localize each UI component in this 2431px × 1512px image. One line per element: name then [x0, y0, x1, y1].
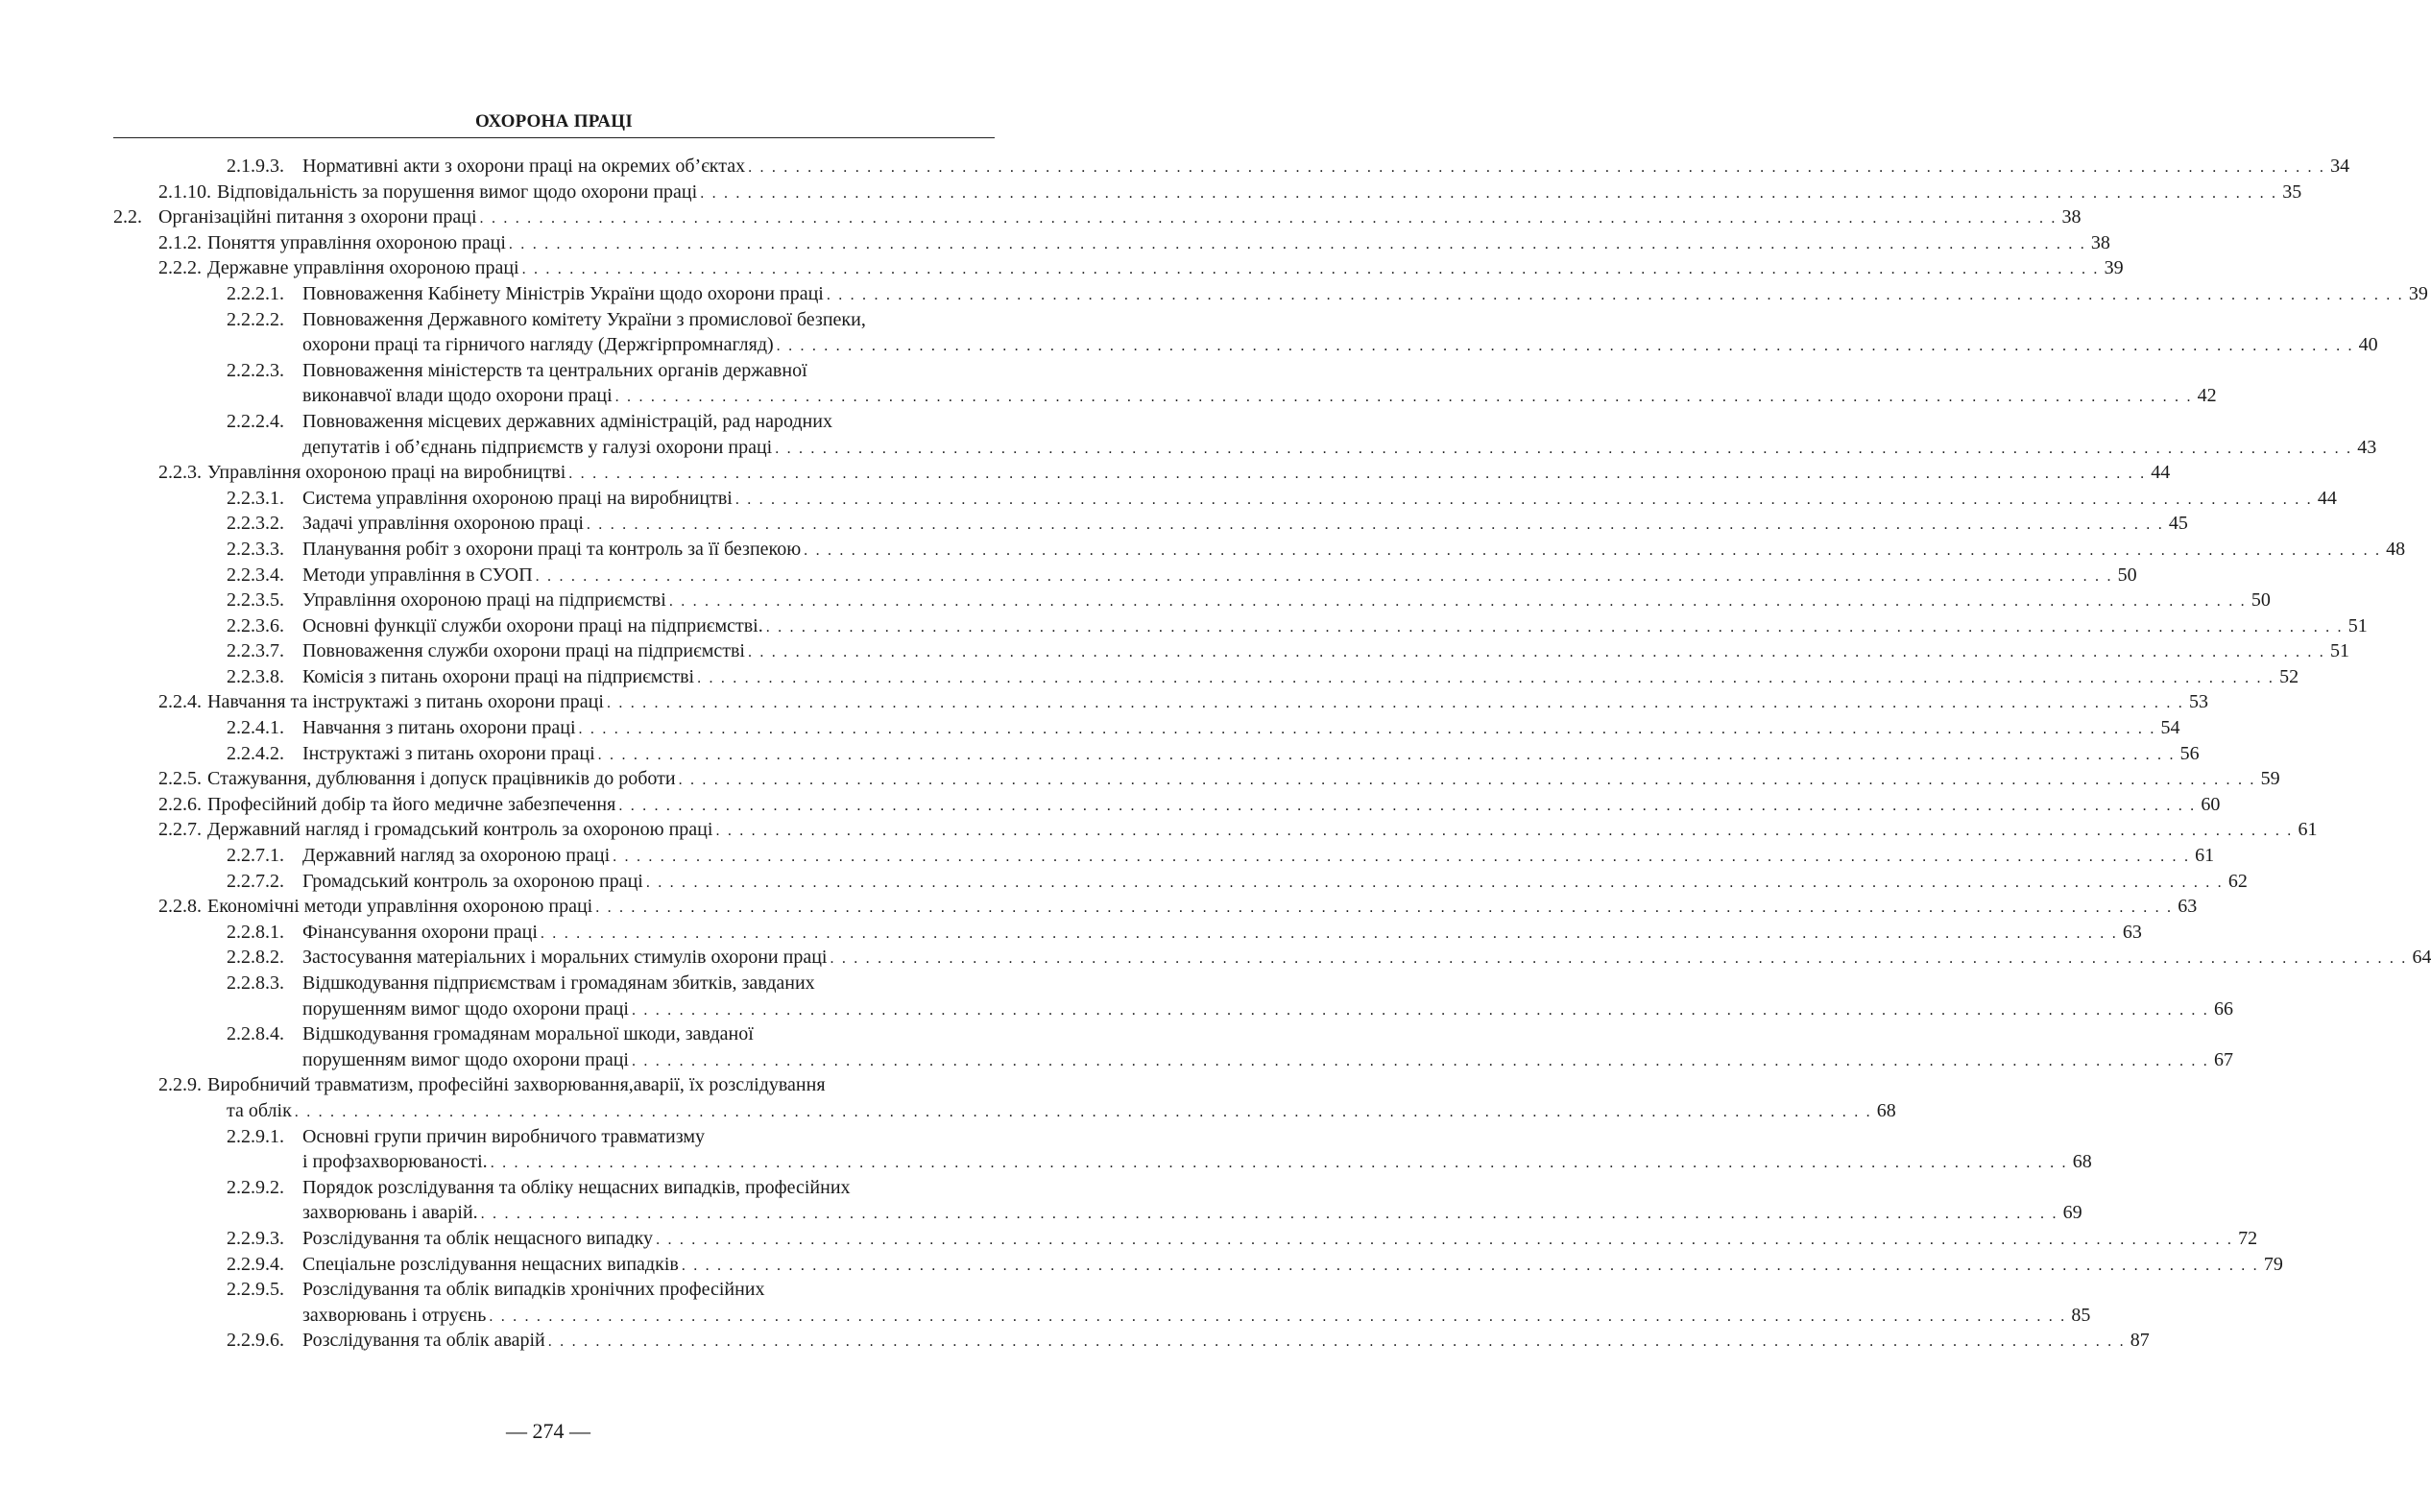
toc-line	[113, 1124, 987, 1150]
dot-leader	[295, 1100, 1872, 1126]
toc-entry	[113, 843, 2215, 869]
toc-entry	[113, 180, 2302, 205]
toc-entry	[113, 741, 2200, 767]
toc-number: 2.2.3.7.	[227, 640, 284, 662]
toc-number: 2.2.9.6.	[227, 1330, 284, 1352]
toc-title: порушенням вимог щодо охорони праці	[302, 997, 629, 1020]
dot-leader	[491, 1151, 2068, 1177]
toc-line-continuation	[113, 332, 2378, 358]
toc-page-number: 48	[2386, 538, 2406, 560]
toc-title: Розслідування та облік випадків хронічних професійних	[302, 1279, 765, 1301]
toc-title: Задачі управління охороною праці	[302, 513, 584, 535]
toc-title: захворювань і отруєнь	[302, 1304, 487, 1326]
toc-page-number: 35	[2282, 180, 2302, 203]
toc-line	[113, 945, 2431, 971]
toc-entry	[113, 1175, 2082, 1226]
toc-number: 2.2.9.1.	[227, 1125, 284, 1147]
dot-leader	[646, 871, 2224, 897]
toc-title: Розслідування та облік нещасного випадку	[302, 1227, 654, 1249]
toc-page-number: 44	[2151, 462, 2171, 484]
toc-line-continuation	[113, 1098, 1896, 1124]
dot-leader	[613, 845, 2190, 871]
toc-number: 2.2.9.5.	[227, 1279, 284, 1301]
toc-page-number: 62	[2227, 870, 2248, 892]
toc-number: 2.2.8.2.	[227, 947, 284, 969]
dot-leader	[618, 794, 2196, 820]
toc-number: 2.2.4.1.	[227, 717, 284, 739]
toc-entry	[113, 613, 2368, 639]
toc-title: Комісія з питань охорони праці на підприємстві	[302, 665, 695, 687]
toc-title: Спеціальне розслідування нещасних випадків	[302, 1253, 679, 1275]
toc-title: Застосування матеріальних і моральних стимулів охорони праці	[302, 947, 828, 969]
toc-entry	[113, 792, 2221, 818]
toc-entry	[113, 1072, 1896, 1123]
toc-line	[113, 281, 2428, 307]
toc-page-number: 42	[2197, 385, 2217, 407]
toc-entry	[113, 664, 2299, 690]
dot-leader	[481, 1202, 2058, 1228]
toc-number: 2.2.9.2.	[227, 1176, 284, 1198]
toc-title: Основні групи причин виробничого травматизму	[302, 1125, 705, 1147]
toc-page-number: 52	[2279, 665, 2299, 687]
toc-page-number: 61	[2195, 845, 2215, 867]
toc-number: 2.2.4.	[158, 691, 202, 713]
toc-line	[113, 588, 2271, 613]
toc-line	[113, 843, 2215, 869]
toc-line	[113, 766, 2280, 792]
toc-entry	[113, 1277, 2091, 1328]
dot-leader	[509, 232, 2086, 258]
dot-leader	[598, 743, 2176, 769]
toc-line	[113, 920, 2142, 946]
toc-entry	[113, 817, 2318, 843]
dot-leader	[536, 564, 2113, 590]
toc-entry	[113, 1124, 2092, 1175]
toc-line	[113, 255, 2124, 281]
toc-number: 2.2.8.3.	[227, 972, 284, 994]
toc-line	[113, 894, 2198, 920]
toc-entry	[113, 766, 2280, 792]
toc-entry	[113, 1328, 2150, 1354]
dot-leader	[568, 462, 2146, 488]
toc-number: 2.2.7.1.	[227, 845, 284, 867]
toc-title: Повноваження Кабінету Міністрів України щодо охорони праці	[302, 282, 824, 304]
toc-title: Економічні методи управління охороною праці	[207, 896, 593, 918]
toc-page-number: 63	[2178, 896, 2198, 918]
running-head-title: ОХОРОНА ПРАЦІ	[474, 111, 634, 132]
toc-page-number: 40	[2358, 334, 2378, 356]
toc-page-number: 39	[2104, 257, 2124, 279]
toc-title: Професійний добір та його медичне забезпечення	[207, 793, 616, 815]
dot-leader	[607, 691, 2184, 717]
toc-number: 2.2.3.6.	[227, 614, 284, 636]
toc-number: 2.1.10.	[158, 180, 211, 203]
toc-title: Навчання та інструктажі з питань охорони праці	[207, 691, 604, 713]
toc-line-continuation	[113, 1303, 2091, 1329]
dot-leader	[827, 283, 2404, 309]
toc-title: Порядок розслідування та обліку нещасних випадків, професійних	[302, 1176, 851, 1198]
toc-title: Система управління охороною праці на виробництві	[302, 487, 733, 509]
toc-line	[113, 741, 2200, 767]
dot-leader	[700, 181, 2277, 207]
toc-number: 2.2.7.	[158, 819, 202, 841]
toc-line	[113, 1072, 987, 1098]
toc-entry	[113, 869, 2248, 895]
toc-line	[113, 1021, 987, 1047]
toc-line	[113, 358, 987, 384]
toc-line-continuation	[113, 996, 2233, 1022]
toc-number: 2.2.8.1.	[227, 921, 284, 943]
toc-number: 2.1.2.	[158, 231, 202, 253]
toc-line	[113, 230, 2110, 256]
toc-title: та облік	[227, 1099, 292, 1121]
toc-title: Стажування, дублювання і допуск працівників до роботи	[207, 768, 676, 790]
toc-line	[113, 537, 2406, 563]
toc-entry	[113, 689, 2208, 715]
toc-page-number: 38	[2061, 206, 2082, 228]
toc-title: Розслідування та облік аварій	[302, 1330, 545, 1352]
dot-leader	[715, 819, 2293, 845]
toc-number: 2.2.3.	[158, 462, 202, 484]
toc-number: 2.2.4.2.	[227, 742, 284, 764]
toc-entry	[113, 971, 2233, 1021]
toc-title: Повноваження служби охорони праці на підприємстві	[302, 640, 745, 662]
toc-title: депутатів і об’єднань підприємств у галузі охорони праці	[302, 436, 773, 458]
header-rule	[113, 137, 995, 138]
toc-line-continuation	[113, 1047, 2233, 1073]
toc-page-number: 51	[2347, 614, 2368, 636]
toc-page-number: 50	[2250, 589, 2271, 612]
toc-title: Організаційні питання з охорони праці	[158, 206, 477, 228]
toc-title: виконавчої влади щодо охорони праці	[302, 385, 613, 407]
toc-title: Виробничий травматизм, професійні захворювання,аварії, їх розслідування	[207, 1074, 826, 1096]
toc-entry	[113, 1252, 2283, 1278]
toc-title: Планування робіт з охорони праці та контроль за її безпекою	[302, 538, 802, 560]
toc-line	[113, 1175, 987, 1201]
toc-entry	[113, 638, 2349, 664]
toc-title: Управління охороною праці на підприємстві	[302, 589, 666, 612]
toc-title: Повноваження міністерств та центральних органів державної	[302, 359, 807, 381]
toc-page-number: 79	[2263, 1253, 2283, 1275]
dot-leader	[632, 1049, 2209, 1075]
toc-entry	[113, 358, 2217, 409]
dot-leader	[669, 589, 2247, 615]
toc-entry	[113, 204, 2082, 230]
toc-page-number: 68	[1876, 1099, 1896, 1121]
toc-entry	[113, 281, 2428, 307]
toc-page-number: 68	[2072, 1151, 2092, 1173]
toc-title: Фінансування охорони праці	[302, 921, 538, 943]
toc-line	[113, 409, 987, 435]
dot-leader	[775, 437, 2352, 463]
toc-entry	[113, 920, 2142, 946]
toc-title: Відшкодування громадянам моральної шкоди, завданої	[302, 1023, 754, 1045]
toc-title: Нормативні акти з охорони праці на окремих об’єктах	[302, 156, 746, 177]
toc-title: і профзахворюваності.	[302, 1151, 488, 1173]
toc-title: Повноваження місцевих державних адміністрацій, рад народних	[302, 410, 832, 432]
toc-line	[113, 664, 2299, 690]
dot-leader	[656, 1228, 2233, 1254]
toc-page-number: 56	[2179, 742, 2200, 764]
toc-title: Поняття управління охороною праці	[207, 231, 506, 253]
toc-number: 2.2.5.	[158, 768, 202, 790]
toc-line	[113, 638, 2349, 664]
toc-title: Управління охороною праці на виробництві	[207, 462, 566, 484]
toc-number: 2.2.3.3.	[227, 538, 284, 560]
toc-title: охорони праці та гірничого нагляду (Держгірпромнагляд)	[302, 334, 774, 356]
toc-page-number: 60	[2201, 793, 2221, 815]
dot-leader	[579, 717, 2156, 743]
toc-line	[113, 1252, 2283, 1278]
toc-number: 2.2.9.	[158, 1074, 202, 1096]
toc-number: 2.2.6.	[158, 793, 202, 815]
toc-page-number: 85	[2071, 1304, 2091, 1326]
toc-line	[113, 613, 2368, 639]
toc-page-number: 72	[2238, 1227, 2258, 1249]
toc-page-number: 66	[2213, 997, 2233, 1020]
toc-entry	[113, 945, 2431, 971]
toc-line	[113, 792, 2221, 818]
toc-entry	[113, 588, 2271, 613]
toc-entry	[113, 537, 2406, 563]
toc-number: 2.2.2.4.	[227, 410, 284, 432]
toc-title: Державний нагляд і громадський контроль за охороною праці	[207, 819, 713, 841]
toc-number: 2.2.8.	[158, 896, 202, 918]
dot-leader	[522, 257, 2100, 283]
toc-entry	[113, 715, 2180, 741]
toc-page-number: 63	[2122, 921, 2142, 943]
toc-page-number: 44	[2317, 487, 2337, 509]
dot-leader	[548, 1330, 2126, 1356]
toc-number: 2.2.3.4.	[227, 564, 284, 586]
dot-leader	[587, 513, 2164, 539]
toc-page-number: 39	[2408, 282, 2428, 304]
toc-number: 2.2.3.1.	[227, 487, 284, 509]
toc-line	[113, 689, 2208, 715]
toc-title: Відшкодування підприємствам і громадянам збитків, завданих	[302, 972, 815, 994]
dot-leader	[830, 947, 2407, 972]
dot-leader	[697, 666, 2275, 692]
toc-line	[113, 307, 987, 333]
toc-title: Повноваження Державного комітету України з промислової безпеки,	[302, 308, 866, 330]
dot-leader	[595, 896, 2173, 922]
toc-entry	[113, 563, 2137, 588]
toc-line	[113, 817, 2318, 843]
toc-number: 2.2.7.2.	[227, 870, 284, 892]
toc-page-number: 53	[2188, 691, 2208, 713]
dot-leader	[632, 998, 2209, 1024]
toc-title: Інструктажі з питань охорони праці	[302, 742, 595, 764]
dot-leader	[804, 539, 2381, 564]
toc-line	[113, 869, 2248, 895]
toc-entry	[113, 1021, 2233, 1072]
toc-title: Державний нагляд за охороною праці	[302, 845, 611, 867]
dot-leader	[489, 1305, 2066, 1331]
toc-line	[113, 204, 2082, 230]
dot-leader	[735, 488, 2313, 514]
toc-number: 2.2.8.4.	[227, 1023, 284, 1045]
toc-line	[113, 971, 987, 996]
toc-entry	[113, 486, 2337, 512]
toc-line	[113, 1277, 987, 1303]
toc-page-number: 51	[2329, 640, 2349, 662]
toc-page-number: 54	[2160, 717, 2180, 739]
toc-page-number: 43	[2357, 436, 2377, 458]
toc-number: 2.2.	[113, 206, 142, 228]
toc-number: 2.2.2.	[158, 257, 202, 279]
toc-title: захворювань і аварій.	[302, 1202, 478, 1224]
toc-line	[113, 715, 2180, 741]
toc-entry	[113, 154, 2350, 180]
toc-page-number: 59	[2260, 768, 2280, 790]
dot-leader	[615, 385, 2193, 411]
toc-page-number: 64	[2412, 947, 2431, 969]
toc-line-continuation	[113, 383, 2217, 409]
toc-line	[113, 460, 2171, 486]
toc-line-continuation	[113, 435, 2377, 461]
toc-entry	[113, 460, 2171, 486]
dot-leader	[679, 768, 2256, 794]
toc-title: порушенням вимог щодо охорони праці	[302, 1048, 629, 1070]
toc-entry	[113, 409, 2377, 460]
toc-entry	[113, 1226, 2258, 1252]
toc-line	[113, 511, 2188, 537]
toc-number: 2.2.2.2.	[227, 308, 284, 330]
toc-title: Методи управління в СУОП	[302, 564, 533, 586]
dot-leader	[777, 334, 2354, 360]
toc-line	[113, 180, 2302, 205]
toc-page-number: 45	[2168, 513, 2188, 535]
toc-page-number: 69	[2062, 1202, 2082, 1224]
toc-title: Основні функції служби охорони праці на підприємстві.	[302, 614, 763, 636]
toc-number: 2.2.3.8.	[227, 665, 284, 687]
toc-line	[113, 154, 2350, 180]
dot-leader	[480, 206, 2058, 232]
toc-page-number: 38	[2090, 231, 2110, 253]
toc-page-number: 67	[2213, 1048, 2233, 1070]
toc-number: 2.2.3.2.	[227, 513, 284, 535]
toc-line	[113, 563, 2137, 588]
dot-leader	[766, 615, 2344, 641]
toc-entry	[113, 894, 2198, 920]
toc-title: Громадський контроль за охороною праці	[302, 870, 643, 892]
toc-page-number: 61	[2298, 819, 2318, 841]
toc-line-continuation	[113, 1200, 2082, 1226]
toc-title: Державне управління охороною праці	[207, 257, 519, 279]
toc-page-number: 87	[2130, 1330, 2150, 1352]
toc-entry	[113, 255, 2124, 281]
toc-line-continuation	[113, 1149, 2092, 1175]
toc-line	[113, 1328, 2150, 1354]
toc-title: Відповідальність за порушення вимог щодо охорони праці	[217, 180, 698, 203]
toc-entry	[113, 230, 2110, 256]
toc-line	[113, 1226, 2258, 1252]
toc-entry	[113, 307, 2378, 358]
toc-number: 2.2.2.1.	[227, 282, 284, 304]
toc-title: Навчання з питань охорони праці	[302, 717, 576, 739]
dot-leader	[682, 1254, 2259, 1280]
toc-number: 2.2.9.3.	[227, 1227, 284, 1249]
page-number: — 274 —	[506, 1419, 590, 1443]
toc-number: 2.2.2.3.	[227, 359, 284, 381]
toc-number: 2.2.9.4.	[227, 1253, 284, 1275]
dot-leader	[748, 640, 2325, 666]
toc-page-number: 34	[2330, 156, 2350, 177]
dot-leader	[541, 922, 2118, 948]
table-of-contents	[113, 154, 2431, 1354]
dot-leader	[748, 156, 2325, 181]
toc-line	[113, 486, 2337, 512]
toc-page-number: 50	[2117, 564, 2137, 586]
toc-number: 2.1.9.3.	[227, 156, 284, 177]
toc-entry	[113, 511, 2188, 537]
toc-number: 2.2.3.5.	[227, 589, 284, 612]
